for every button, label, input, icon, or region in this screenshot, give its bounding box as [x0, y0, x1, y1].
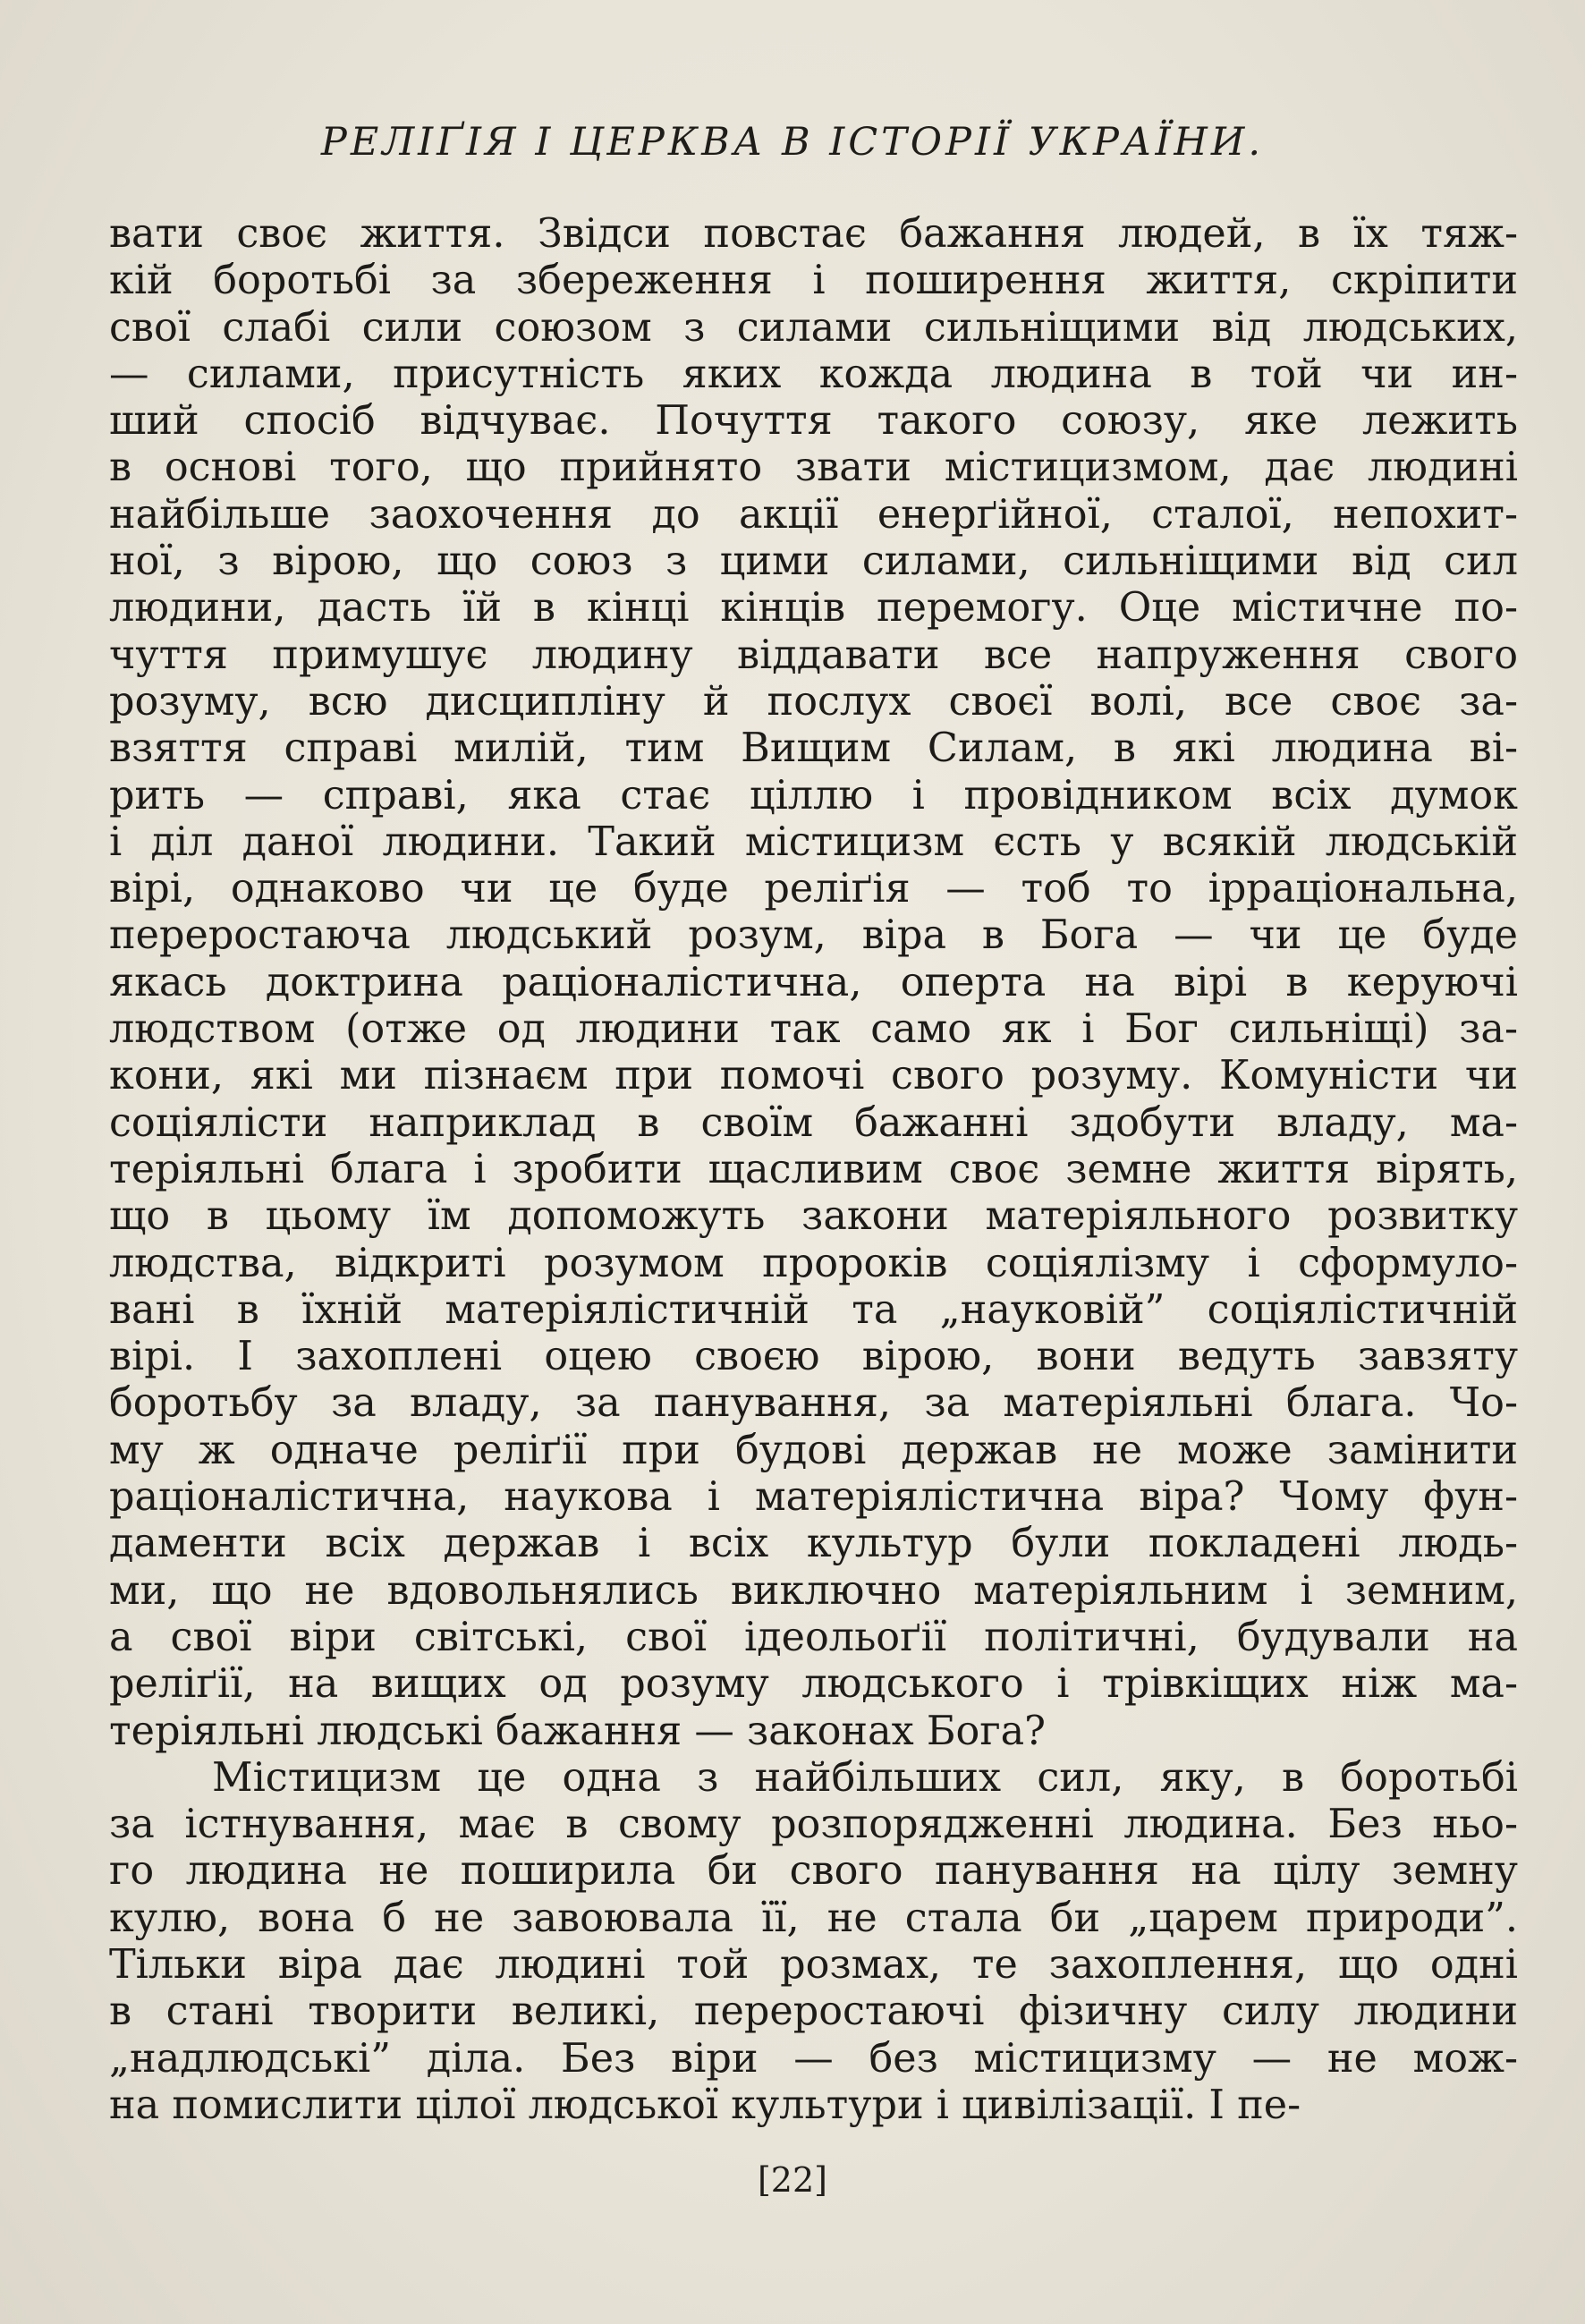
- page-number: [22]: [757, 2160, 827, 2200]
- text-line: переростаюча людський розум, віра в Бога — чи це буде: [109, 912, 1518, 959]
- text-line: кулю, вона б не завоювала її, не стала би „царем природи”.: [109, 1895, 1518, 1941]
- text-line: реліґії, на вищих од розуму людського і трівкіщих ніж ма-: [109, 1661, 1518, 1708]
- text-line: вірі. І захоплені оцею своєю вірою, вони ведуть завзяту: [109, 1334, 1518, 1380]
- text-line: вані в їхній матеріялістичній та „науковій” соціялістичній: [109, 1286, 1518, 1333]
- text-line: теріяльні людські бажання — законах Бога?: [109, 1708, 1047, 1754]
- text-line: „надлюдські” діла. Без віри — без містицизму — не мож-: [109, 2035, 1518, 2082]
- text-line: чуття примушує людину віддавати все напруження свого: [109, 632, 1518, 678]
- running-head: РЕЛІҐІЯ І ЦЕРКВА В ІСТОРІЇ УКРАЇНИ.: [320, 120, 1265, 165]
- text-line: соціялісти наприклад в своїм бажанні здобути владу, ма-: [109, 1099, 1518, 1146]
- text-line: людства, відкриті розумом пророків соціялізму і сформуло-: [109, 1240, 1518, 1286]
- text-line: людини, дасть їй в кінці кінців перемогу. Оце містичне по-: [109, 585, 1518, 632]
- text-line: найбільше заохочення до акції енерґійної, сталої, непохит-: [109, 491, 1518, 538]
- text-line: вірі, однаково чи це буде реліґія — тоб то ірраціональна,: [109, 866, 1518, 912]
- text-line: і діл даної людини. Такий містицизм єсть у всякій людській: [109, 818, 1518, 865]
- text-line: в основі того, що прийнято звати містицизмом, дає людині: [109, 445, 1518, 491]
- text-line: взяття справі милій, тим Вищим Силам, в які людина ві-: [109, 725, 1518, 772]
- text-line: кони, які ми пізнаєм при помочі свого розуму. Комуністи чи: [109, 1053, 1518, 1099]
- text-line: а свої віри світські, свої ідеольоґії політичні, будували на: [109, 1614, 1518, 1660]
- text-line: боротьбу за владу, за панування, за матеріяльні блага. Чо-: [109, 1380, 1518, 1427]
- text-line: що в цьому їм допоможуть закони матеріяльного розвитку: [109, 1193, 1518, 1240]
- text-line: на помислити цілої людської культури і цивілізації. І пе-: [109, 2082, 1301, 2128]
- text-line: ної, з вірою, що союз з цими силами, сильніщими від сил: [109, 539, 1518, 585]
- text-line: ми, що не вдовольнялись виключно матеріяльним і земним,: [109, 1567, 1518, 1614]
- text-line: Тільки віра дає людині той розмах, те захоплення, що одні: [109, 1941, 1518, 1988]
- text-line: теріяльні блага і зробити щасливим своє земне життя вірять,: [109, 1146, 1518, 1192]
- text-line: Містицизм це одна з найбільших сил, яку, в боротьбі: [212, 1754, 1518, 1801]
- text-line: — силами, присутність яких кожда людина в той чи ин-: [109, 351, 1518, 397]
- text-line: кій боротьбі за збереження і поширення життя, скріпити: [109, 258, 1518, 304]
- text-line: даменти всіх держав і всіх культур були покладені людь-: [109, 1521, 1518, 1567]
- text-line: людством (отже од людини так само як і Бог сильніщі) за-: [109, 1006, 1518, 1053]
- text-line: рить — справі, яка стає ціллю і провідником всіх думок: [109, 772, 1518, 818]
- text-line: ший спосіб відчуває. Почуття такого союзу, яке лежить: [109, 398, 1518, 445]
- text-line: в стані творити великі, переростаючі фізичну силу людини: [109, 1989, 1518, 2035]
- body-text: [109, 211, 1518, 2129]
- text-line: розуму, всю дисципліну й послух своєї волі, все своє за-: [109, 678, 1518, 725]
- text-line: якась доктрина раціоналістична, оперта на вірі в керуючі: [109, 959, 1518, 1005]
- text-line: раціоналістична, наукова і матеріялістична віра? Чому фун-: [109, 1474, 1518, 1521]
- text-line: го людина не поширила би свого панування на цілу земну: [109, 1848, 1518, 1895]
- text-line: за істнування, має в свому розпорядженні людина. Без ньо-: [109, 1802, 1518, 1848]
- text-line: свої слабі сили союзом з силами сильніщими від людських,: [109, 304, 1518, 351]
- text-line: му ж одначе реліґії при будові держав не може замінити: [109, 1427, 1518, 1473]
- text-line: вати своє життя. Звідси повстає бажання людей, в їх тяж-: [109, 211, 1518, 257]
